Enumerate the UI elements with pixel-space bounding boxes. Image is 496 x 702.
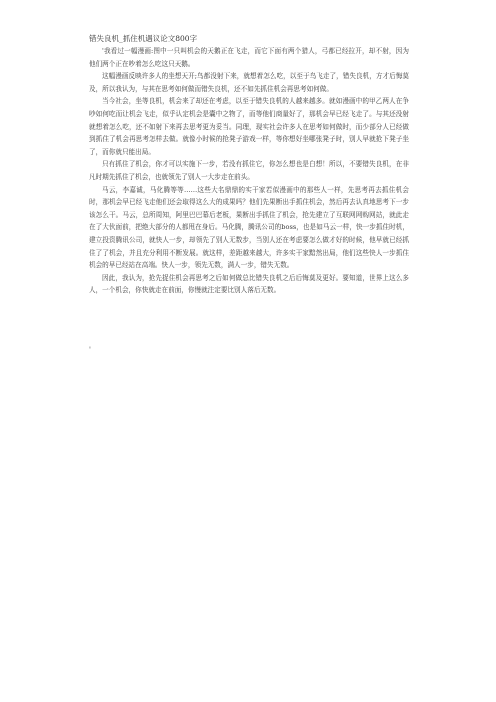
trailing-mark: ' (89, 346, 91, 354)
paragraph: 当今社会，坐等良机，机会来了却还在考虑，以至于错失良机的人越来越多。就如漫画中的甲乙两人在争吵如何吃而让机会飞走，似乎认定机会是囊中之物了，而等他们商量好了，那机会早已经飞走了。与其还没射就想着怎么吃，还不如射下来再去思考更为妥当。同理，现实社会许多人在思考如何做时，而少部分人已经做到抓住了机会再思考怎样去做。就像小时候的抢凳子游戏一样，等你想好坐哪张凳子时，别人早就抢下凳子坐了，而你就只能出局。 (89, 97, 409, 156)
document-title: 错失良机_抓住机遇议论文800字 (89, 34, 198, 43)
paragraph: 因此，我认为，抢先捉住机会再思考之后如何做总比错失良机之后后悔莫及更好。要知道，世界上这么多人，一个机会，你快就走在前面，你慢就注定要比别人落后无数。 (89, 273, 409, 295)
paragraph: '我看过一幅漫画:图中一只叫机会的天鹅正在飞走，而它下面有两个猎人，弓都已经拉开，却不射，因为他们两个正在吵着怎么吃这只天鹅。 (89, 47, 409, 68)
paragraph: 马云，李嘉诚，马化腾等等……这些大名鼎鼎的实干家若似漫画中的那些人一样，先思考再去抓住机会时，那机会早已经飞走他们还会取得这么大的成果吗？他们先果断出手抓住机会，然后再去认真地思考下一步该怎么干。马云，总所周知，阿里巴巴幕后老板，果断出手抓住了机会，抢先建立了互联网网购网站，就此走在了大伙面前，把绝大部分的人都甩在身后。马化腾，腾讯公司的boss，也是如马云一样，快一步抓住时机，建立投资腾讯公司，就快人一步，却领先了别人无数步，当别人还在考虑要怎么做才好的时候，他早就已经抓住了了机会，并且充分利用不断发展。就这样，差距越来越大，许多实干家黯然出局，他们这些快人一步抓住机会的早已经站在高端。快人一步，领先无数，满人一步，错失无数。 (89, 185, 409, 270)
document-body (89, 45, 409, 297)
paragraph: 只有抓住了机会，你才可以实施下一步，若没有抓住它，你怎么想也是白想！所以，不要错失良机，在非凡时期先抓住了机会，也就领先了别人一大步走在前头。 (89, 160, 409, 181)
paragraph: 这幅漫画反映许多人的坐想天开;鸟都没射下来，就想着怎么吃，以至于鸟飞走了，错失良机，方才后悔莫及，所以我认为，与其在思考如何做而错失良机，还不如先抓住机会再思考如何做。 (89, 72, 409, 93)
